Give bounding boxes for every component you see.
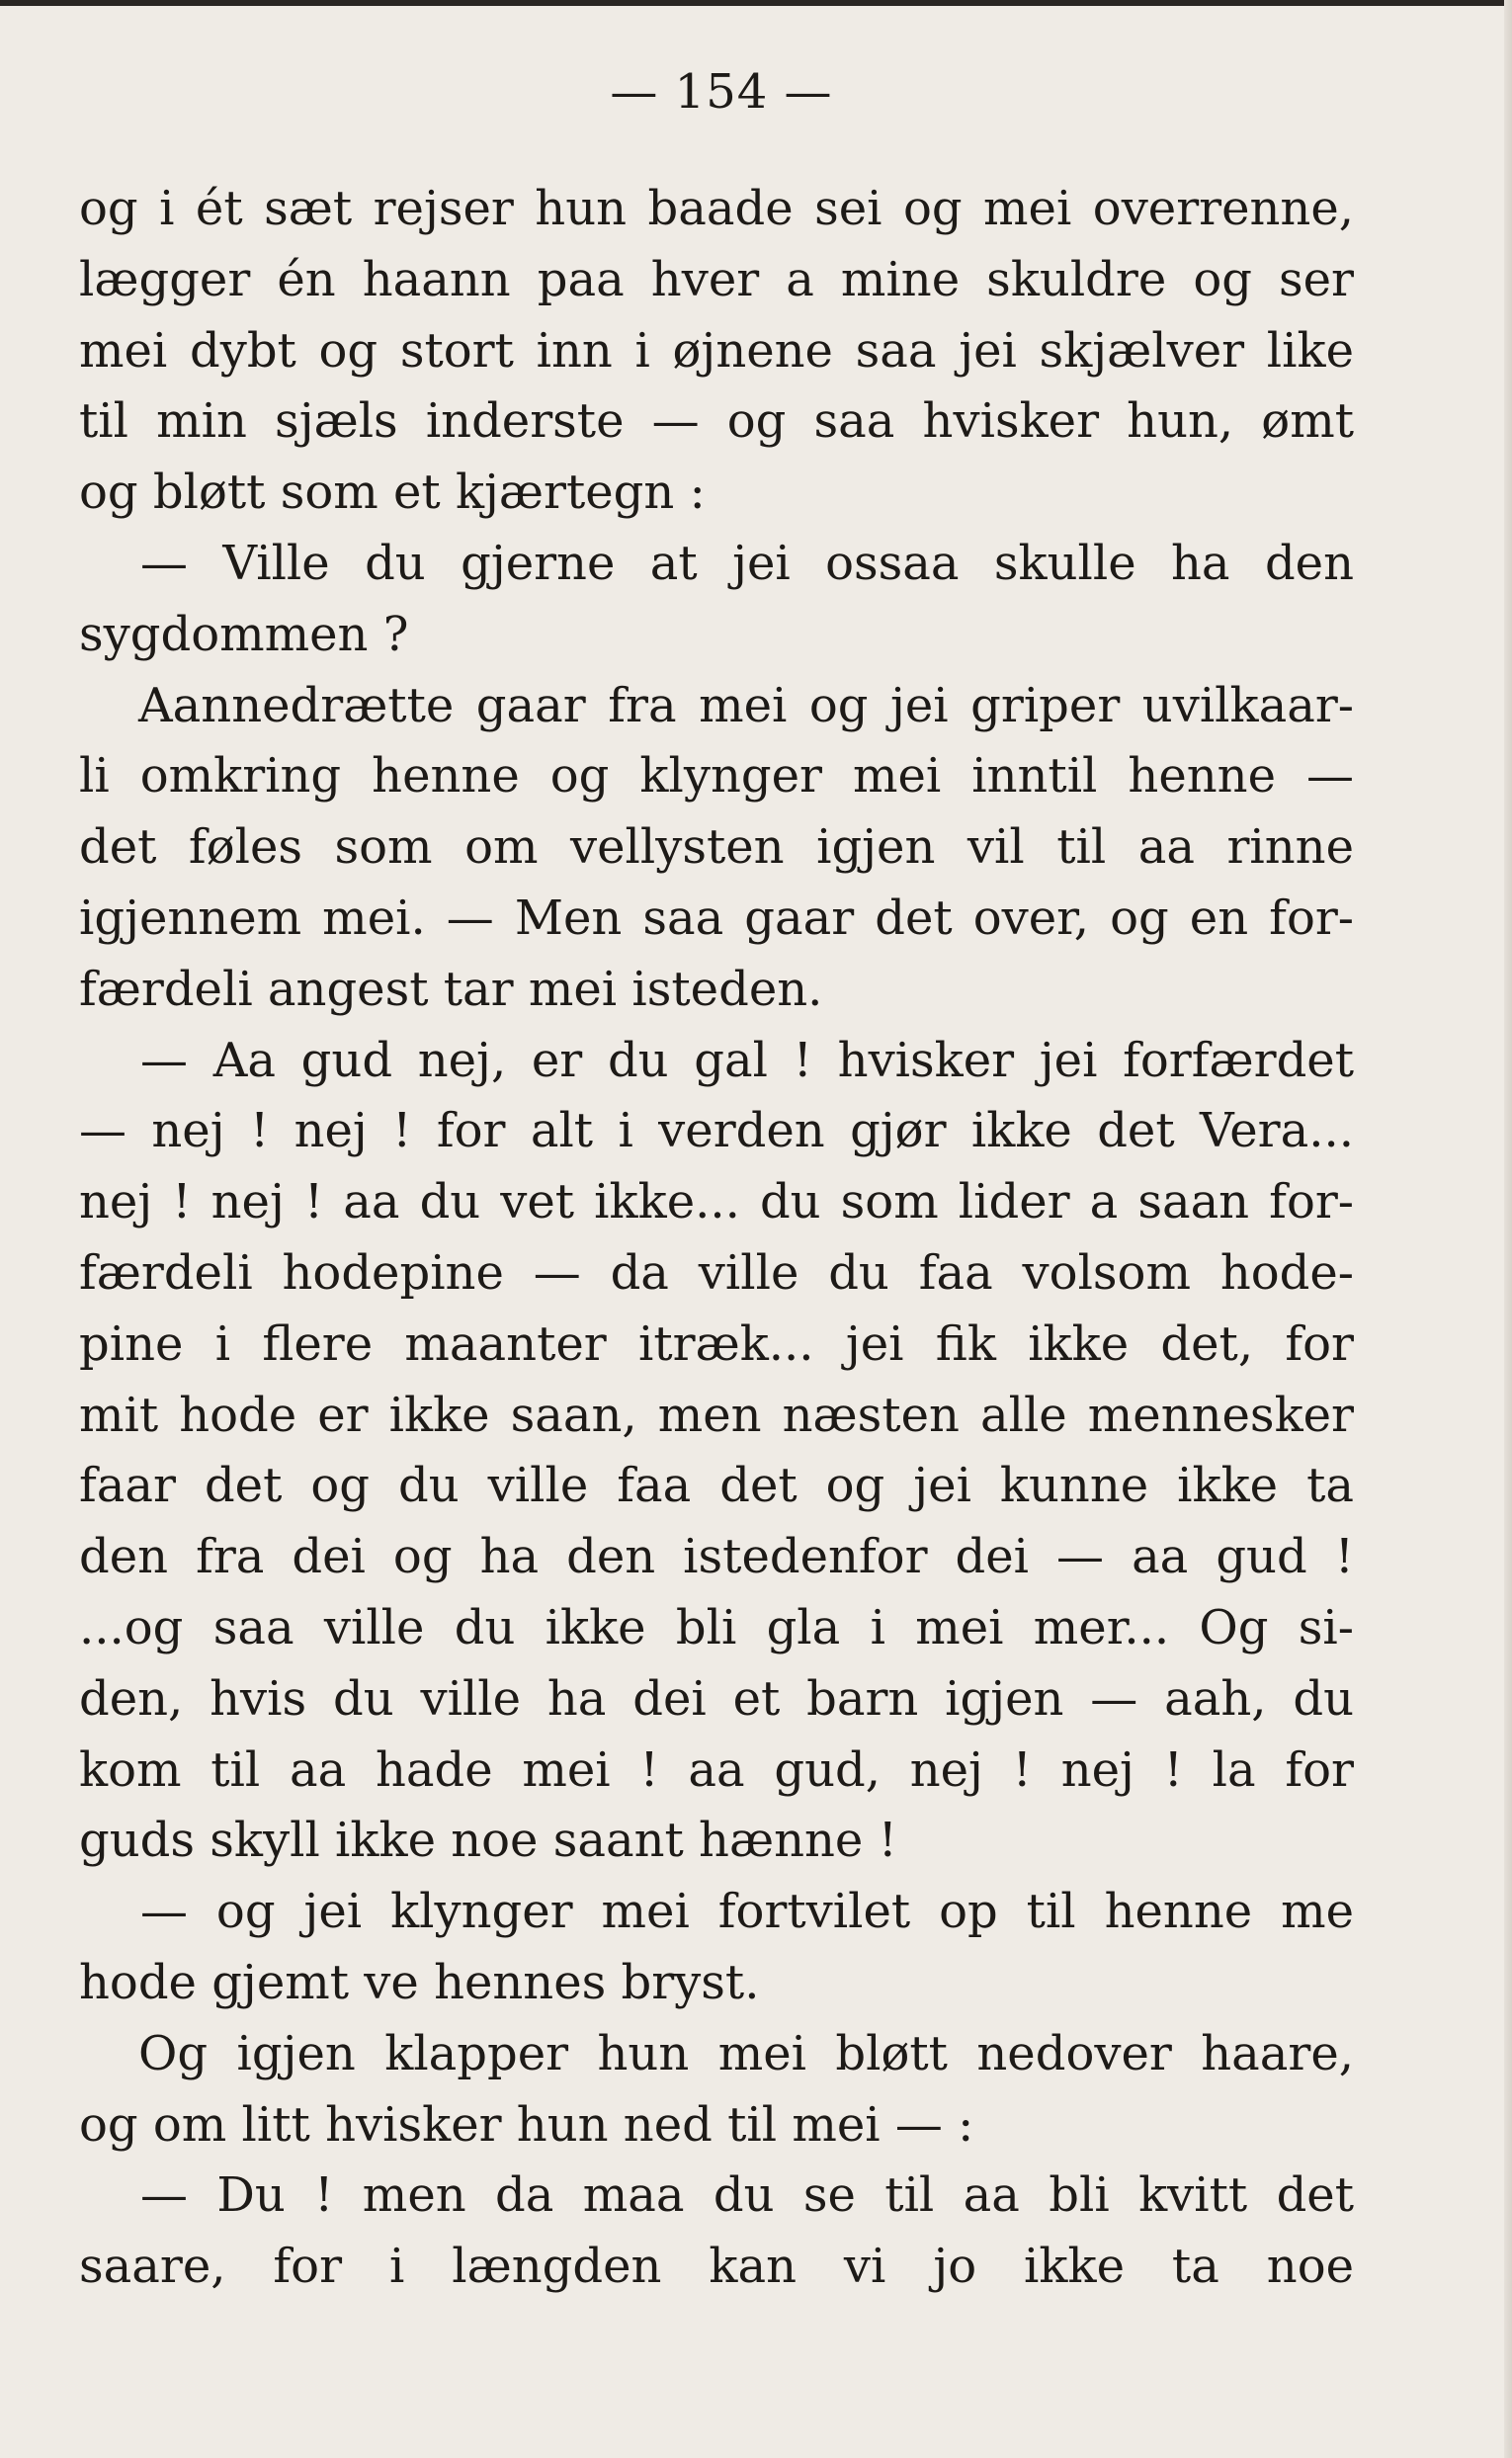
text-line: lægger én haann paa hver a mine skuldre og ser xyxy=(79,251,1354,307)
text-line: færdeli angest tar mei isteden. xyxy=(79,961,823,1017)
text-line: mit hode er ikke saan, men næsten alle mennesker xyxy=(79,1387,1354,1443)
text-line: igjennem mei. — Men saa gaar det over, og en for- xyxy=(79,890,1354,946)
text-line: ...og saa ville du ikke bli gla i mei mer... Og si- xyxy=(79,1599,1354,1655)
text-line: kom til aa hade mei ! aa gud, nej ! nej ! la for xyxy=(79,1741,1354,1798)
text-line: og bløtt som et kjærtegn : xyxy=(79,465,706,521)
text-line: — Aa gud nej, er du gal ! hvisker jei forfærdet xyxy=(140,1032,1354,1088)
text-line: saare, for i længden kan vi jo ikke ta noe xyxy=(79,2239,1354,2295)
text-line: til min sjæls inderste — og saa hvisker hun, ømt xyxy=(79,393,1354,450)
text-line: det føles som om vellysten igjen vil til aa rinne xyxy=(79,819,1354,876)
text-line: — nej ! nej ! for alt i verden gjør ikke det Vera... xyxy=(79,1103,1354,1159)
text-line: — og jei klynger mei fortvilet op til henne me xyxy=(140,1884,1354,1940)
text-line: guds skyll ikke noe saant hænne ! xyxy=(79,1813,897,1869)
text-line: li omkring henne og klynger mei inntil henne — xyxy=(79,748,1354,805)
text-line: Aannedrætte gaar fra mei og jei griper uvilkaar- xyxy=(138,677,1354,733)
text-line: — Du ! men da maa du se til aa bli kvitt det xyxy=(140,2167,1354,2224)
page-top-edge xyxy=(0,0,1512,6)
text-line: mei dybt og stort inn i øjnene saa jei skjælver like xyxy=(79,322,1354,379)
text-line: sygdommen ? xyxy=(79,606,409,662)
body-text xyxy=(79,174,1354,2303)
text-line: hode gjemt ve hennes bryst. xyxy=(79,1954,760,2010)
text-line: nej ! nej ! aa du vet ikke... du som lider a saan for- xyxy=(79,1174,1354,1230)
text-line: — Ville du gjerne at jei ossaa skulle ha den xyxy=(140,535,1354,591)
text-line: og om litt hvisker hun ned til mei — : xyxy=(79,2096,974,2153)
page-right-edge xyxy=(1504,0,1512,2458)
text-line: og i ét sæt rejser hun baade sei og mei overrenne, xyxy=(79,181,1354,236)
text-line: faar det og du ville faa det og jei kunne ikke ta xyxy=(79,1458,1354,1514)
text-line: den fra dei og ha den istedenfor dei — aa gud ! xyxy=(79,1529,1354,1585)
text-line: færdeli hodepine — da ville du faa volsom hode- xyxy=(79,1244,1354,1301)
text-line: Og igjen klapper hun mei bløtt nedover haare, xyxy=(138,2025,1354,2081)
text-line: den, hvis du ville ha dei et barn igjen — aah, du xyxy=(79,1670,1354,1727)
text-line: pine i flere maanter itræk... jei fik ikke det, for xyxy=(79,1315,1354,1372)
page-number: — 154 — xyxy=(610,64,833,120)
